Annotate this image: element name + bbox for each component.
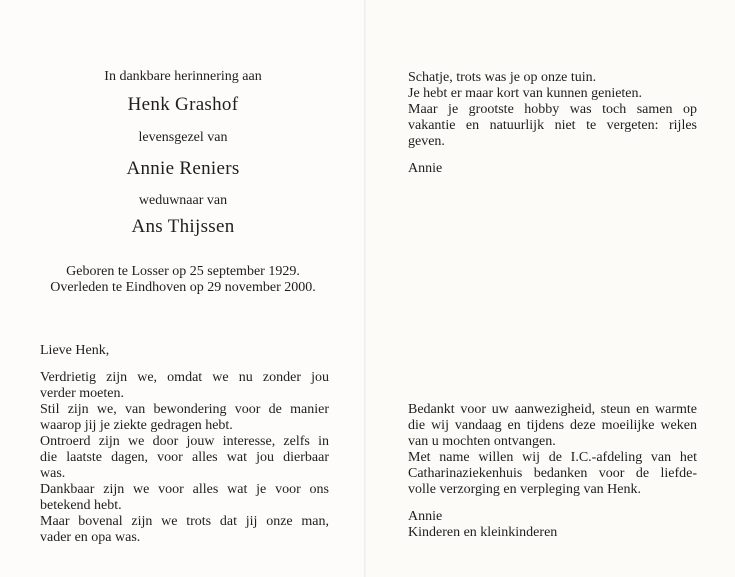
death-line: Overleden te Eindhoven op 29 november 2000. <box>50 280 316 295</box>
relation-spouse-label: weduwnaar van <box>138 193 228 208</box>
signoff-annie: Annie <box>408 509 443 524</box>
message-line: Maar je grootste hobby was toch samen op <box>408 102 697 117</box>
birth-line: Geboren te Losser op 25 september 1929. <box>66 264 300 279</box>
poem-line: Ontroerd zijn we door jouw interesse, zelfs in <box>40 434 329 449</box>
poem-line: betekend hebt. <box>40 498 122 513</box>
thanks-line: van u mochten ontvangen. <box>408 434 556 449</box>
late-spouse-name: Ans Thijssen <box>131 216 235 237</box>
salutation: Lieve Henk, <box>40 343 110 358</box>
thanks-line: Met name willen wij de I.C.-afdeling van het <box>408 450 697 465</box>
poem-line: verder moeten. <box>40 386 124 401</box>
thanks-line: volle verzorging en verpleging van Henk. <box>408 482 642 497</box>
intro-text: In dankbare herinnering aan <box>104 69 262 84</box>
thanks-line: die wij vandaag en tijdens deze moeilijke weken <box>408 418 697 433</box>
poem-line: Maar bovenal zijn we trots dat jij onze man, <box>40 514 329 529</box>
signoff-family: Kinderen en kleinkinderen <box>408 525 558 540</box>
poem-line: was. <box>40 466 66 481</box>
partner-name: Annie Reniers <box>126 158 240 179</box>
message-line: Je hebt er maar kort van kunnen genieten. <box>408 86 643 101</box>
message-signoff: Annie <box>408 161 443 176</box>
message-line: vakantie en natuurlijk niet te vergeten: rijles <box>408 118 697 133</box>
poem-line: waarop jij je ziekte gedragen hebt. <box>40 418 233 433</box>
left-page <box>0 0 366 577</box>
poem-line: vader en opa was. <box>40 530 141 545</box>
right-page <box>366 0 735 577</box>
thanks-line: Catharinaziekenhuis bedanken voor de liefde- <box>408 466 697 481</box>
message-line: geven. <box>408 134 445 149</box>
poem-line: die laatste dagen, voor alles wat jou dierbaar <box>40 450 329 465</box>
relation-partner-label: levensgezel van <box>138 130 228 145</box>
thanks-line: Bedankt voor uw aanwezigheid, steun en warmte <box>408 402 697 417</box>
poem-line: Verdrietig zijn we, omdat we nu zonder jou <box>40 370 329 385</box>
deceased-name: Henk Grashof <box>127 94 239 115</box>
poem-line: Stil zijn we, van bewondering voor de manier <box>40 402 329 417</box>
poem-line: Dankbaar zijn we voor alles wat je voor ons <box>40 482 329 497</box>
message-line: Schatje, trots was je op onze tuin. <box>408 70 597 85</box>
